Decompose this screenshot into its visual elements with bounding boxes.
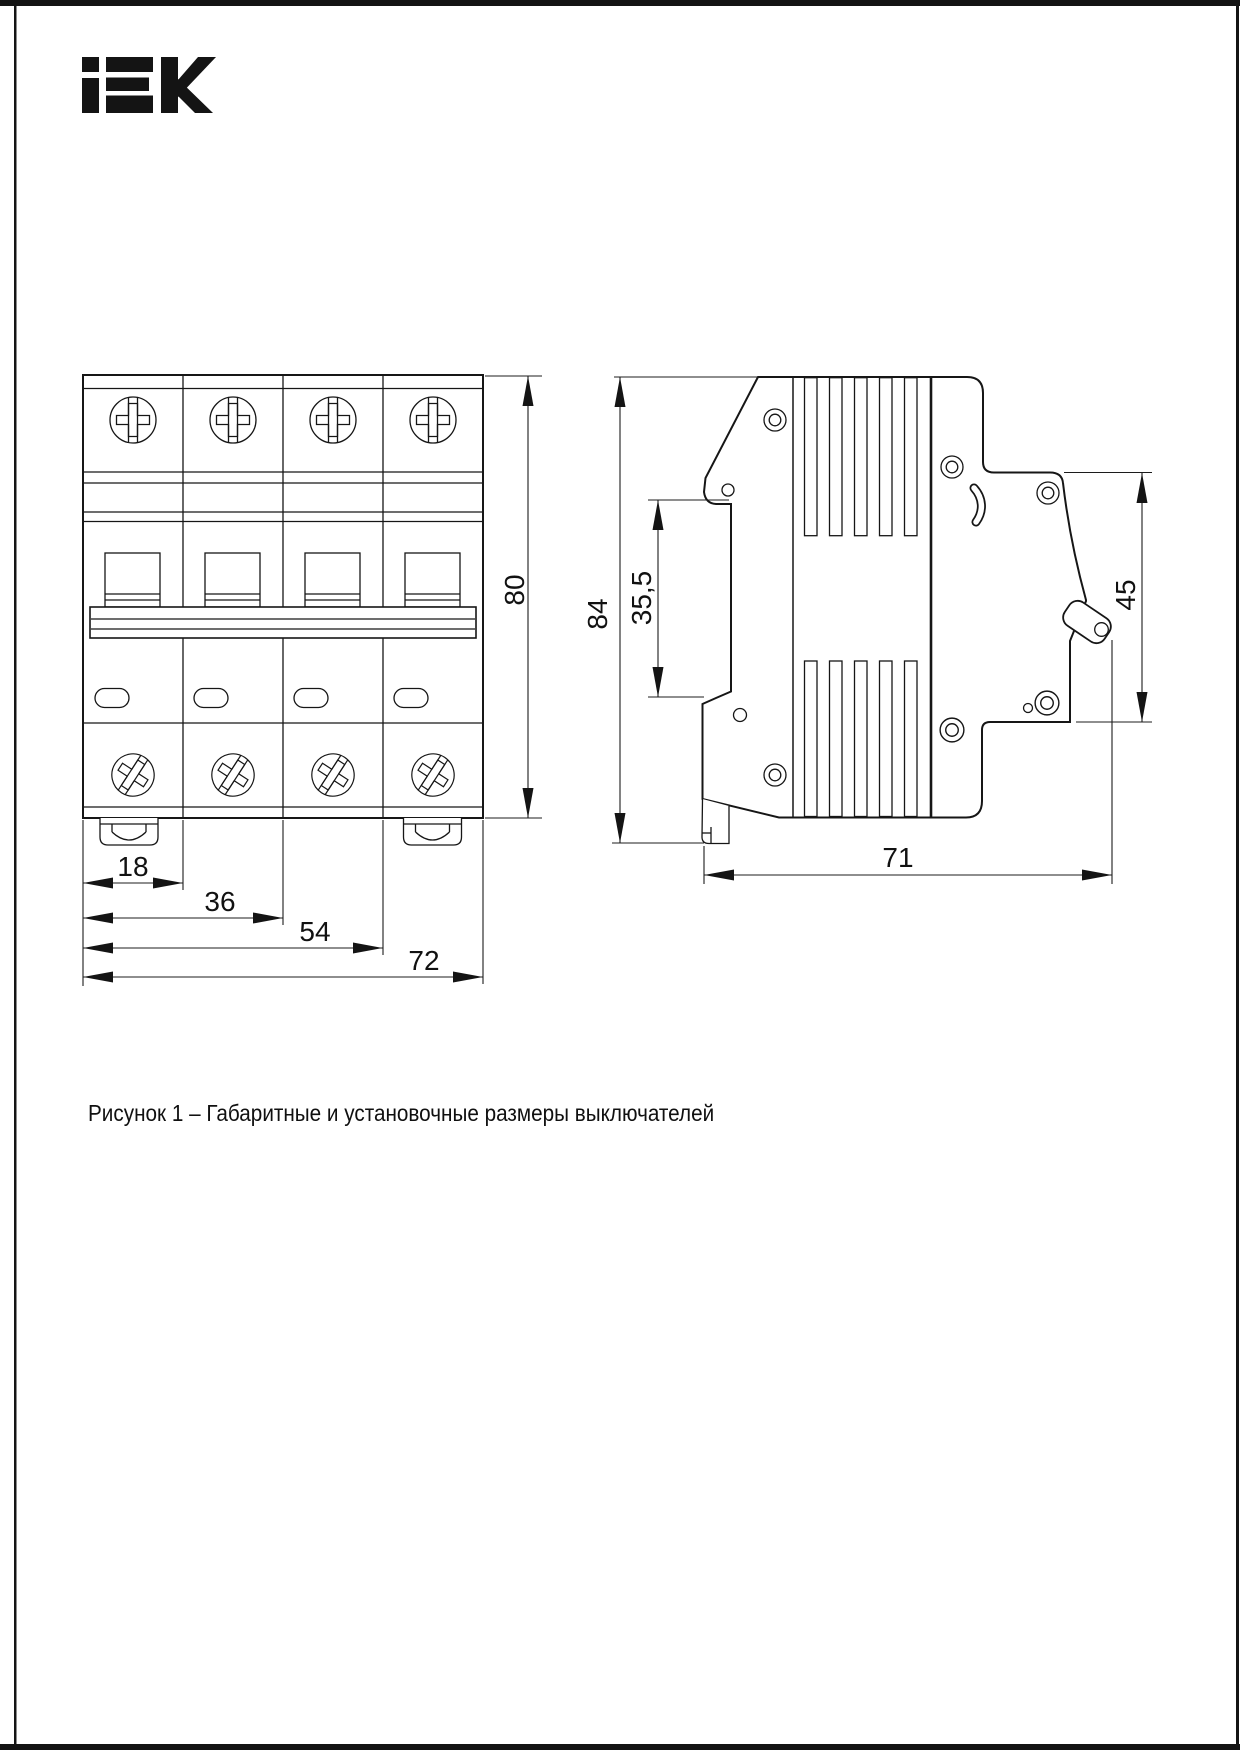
din-latch <box>702 799 729 844</box>
breaker-side-body <box>703 377 1087 818</box>
dim-label-80: 80 <box>499 574 530 606</box>
pin-hole <box>1024 704 1033 713</box>
side-view-drawing <box>702 377 1115 844</box>
iek-logo <box>82 57 216 113</box>
dim-label-36: 36 <box>204 886 236 917</box>
handle-tie-bar <box>90 607 476 638</box>
dim-label-35-5: 35,5 <box>626 570 657 626</box>
front-view-drawing <box>83 375 483 845</box>
pin-hole <box>722 484 734 496</box>
din-clip-left <box>100 818 158 845</box>
dim-label-45: 45 <box>1110 579 1141 611</box>
pin-hole <box>734 709 747 722</box>
dim-label-71: 71 <box>882 842 914 873</box>
dim-label-18: 18 <box>117 851 149 882</box>
dim-label-84: 84 <box>582 598 613 630</box>
dim-label-72: 72 <box>408 945 440 976</box>
din-clip-right <box>404 818 462 845</box>
dim-label-54: 54 <box>299 916 331 947</box>
figure-caption: Рисунок 1 – Габаритные и установочные размеры выключателей <box>88 1100 715 1126</box>
